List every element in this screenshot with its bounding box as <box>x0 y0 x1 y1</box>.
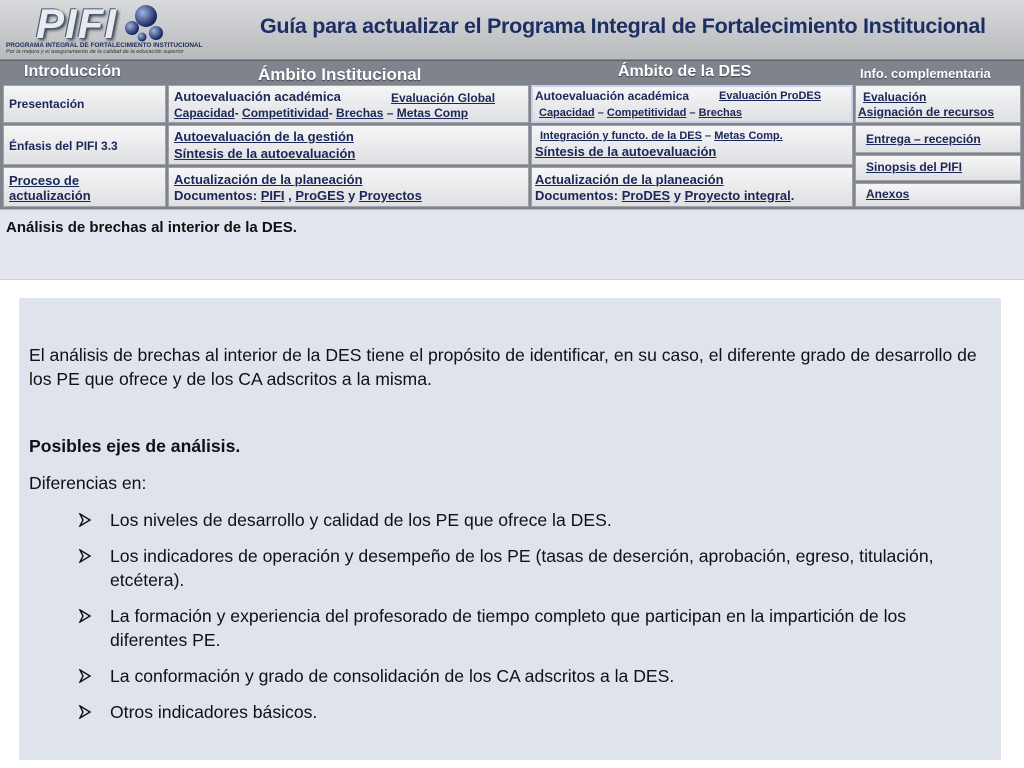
link-proges[interactable]: ProGES <box>295 188 345 203</box>
link-proyectos[interactable]: Proyectos <box>358 188 422 203</box>
cell-presentacion <box>3 85 166 123</box>
label-documentos: Documentos: <box>174 188 258 203</box>
header <box>0 0 1024 60</box>
label-des-autoevaluacion: Autoevaluación académica <box>535 89 690 103</box>
cell-inst-gestion <box>168 125 529 165</box>
link-evaluacion-global[interactable]: Evaluación Global <box>391 91 496 105</box>
list-item <box>78 544 988 592</box>
link-sintesis-autoevaluacion[interactable]: Síntesis de la autoevaluación <box>174 146 356 161</box>
link-des-metas-comp[interactable]: Metas Comp. <box>714 130 783 142</box>
link-evaluacion-prodes[interactable]: Evaluación ProDES <box>719 90 822 102</box>
link-integracion-des[interactable]: Integración y functo. de la DES <box>540 130 702 142</box>
cell-info-evaluacion <box>855 85 1021 123</box>
link-presentacion[interactable]: Presentación <box>9 97 85 111</box>
link-des-actualizacion-planeacion[interactable]: Actualización de la planeación <box>535 172 724 187</box>
link-enfasis-pifi[interactable]: Énfasis del PIFI 3.3 <box>9 139 118 153</box>
link-sinopsis-pifi[interactable]: Sinopsis del PIFI <box>866 160 963 174</box>
bullet-text: La conformación y grado de consolidación de los CA adscritos a la DES. <box>110 666 675 686</box>
cell-info-anexos <box>855 183 1021 207</box>
nav-head-ambito-des[interactable]: Ámbito de la DES <box>618 63 752 80</box>
bullet-text: Los niveles de desarrollo y calidad de los PE que ofrece la DES. <box>110 510 612 530</box>
link-des-competitividad[interactable]: Competitividad <box>606 107 687 119</box>
cell-des-planeacion <box>531 167 853 207</box>
arrow-bullet-icon <box>78 513 92 527</box>
label-autoevaluacion-academica: Autoevaluación académica <box>174 89 341 104</box>
bullet-text: Los indicadores de operación y desempeño de los PE (tasas de deserción, aprobación, egreso, titulación, etcétera). <box>110 546 934 590</box>
link-asignacion-recursos[interactable]: Asignación de recursos <box>858 105 995 119</box>
cell-info-sinopsis <box>855 155 1021 181</box>
cell-info-entrega <box>855 125 1021 153</box>
page-title: Guía para actualizar el Programa Integral de Fortalecimiento Institucional <box>260 14 986 38</box>
differences-label: Diferencias en: <box>29 473 147 493</box>
cell-inst-planeacion <box>168 167 529 207</box>
link-proceso-de[interactable]: Proceso de <box>9 173 80 188</box>
cell-des-integracion <box>531 125 853 165</box>
link-proyecto-integral[interactable]: Proyecto integral <box>684 188 791 203</box>
des-documentos-row: Documentos: ProDES y Proyecto integral. <box>535 188 795 203</box>
link-autoevaluacion-gestion[interactable]: Autoevaluación de la gestión <box>174 129 354 144</box>
arrow-bullet-icon <box>78 549 92 563</box>
bullet-list <box>78 508 988 736</box>
nav-head-ambito-institucional[interactable]: Ámbito Institucional <box>258 65 422 84</box>
cell-des-autoevaluacion <box>531 85 853 123</box>
des-links-row: Capacidad – Competitividad – Brechas <box>539 107 742 119</box>
arrow-bullet-icon <box>78 705 92 719</box>
list-item <box>78 700 988 724</box>
list-item <box>78 664 988 688</box>
link-anexos[interactable]: Anexos <box>866 187 910 201</box>
section-strip <box>0 209 1024 280</box>
nav-headers <box>0 61 1024 85</box>
des-integracion-row: Integración y functo. de la DES – Metas Comp. <box>540 130 783 142</box>
logo-word: PIFI <box>36 0 118 47</box>
pifi-logo <box>4 0 203 58</box>
list-item <box>78 604 988 652</box>
link-des-sintesis[interactable]: Síntesis de la autoevaluación <box>535 144 717 159</box>
cell-enfasis <box>3 125 166 165</box>
link-entrega-recepcion[interactable]: Entrega – recepción <box>866 132 981 146</box>
nav-head-info-complementaria[interactable]: Info. complementaria <box>860 66 991 81</box>
list-item <box>78 508 988 532</box>
label-des-y: y <box>673 188 681 203</box>
label-y: y <box>348 188 356 203</box>
bullet-text: La formación y experiencia del profesorado de tiempo completo que participan en la impartición de los diferentes PE. <box>110 606 907 650</box>
cell-inst-autoevaluacion <box>168 85 529 123</box>
logo-tagline: Por la mejora y el aseguramiento de la calidad de la educación superior <box>6 49 184 55</box>
analysis-heading: Posibles ejes de análisis. <box>29 436 241 456</box>
link-actualizacion[interactable]: actualización <box>9 188 91 203</box>
bullet-text: Otros indicadores básicos. <box>110 702 318 722</box>
link-des-capacidad[interactable]: Capacidad <box>539 107 595 119</box>
section-title: Análisis de brechas al interior de la DES. <box>6 219 297 236</box>
link-des-brechas[interactable]: Brechas <box>698 107 742 119</box>
navigation-grid <box>0 60 1024 209</box>
arrow-bullet-icon <box>78 609 92 623</box>
link-prodes[interactable]: ProDES <box>621 188 671 203</box>
link-pifi[interactable]: PIFI <box>260 188 285 203</box>
logo-caption: PROGRAMA INTEGRAL DE FORTALECIMIENTO INSTITUCIONAL <box>6 42 203 49</box>
intro-paragraph: El análisis de brechas al interior de la DES tiene el propósito de identificar, en su caso, el diferente grado de desarrollo de los PE que ofrece y de los CA adscritos a la misma. <box>29 345 977 389</box>
cell-proceso <box>3 167 166 207</box>
link-actualizacion-planeacion[interactable]: Actualización de la planeación <box>174 172 363 187</box>
link-competitividad[interactable]: Competitividad <box>242 106 329 120</box>
link-metas-comp[interactable]: Metas Comp <box>396 106 469 120</box>
arrow-bullet-icon <box>78 669 92 683</box>
label-des-documentos: Documentos: <box>535 188 619 203</box>
content-panel <box>19 298 1001 760</box>
link-brechas[interactable]: Brechas <box>336 106 384 120</box>
link-info-evaluacion[interactable]: Evaluación <box>863 90 927 104</box>
link-capacidad[interactable]: Capacidad <box>174 106 235 120</box>
inst-documentos-row: Documentos: PIFI , ProGES y Proyectos <box>174 188 422 203</box>
logo-dots-icon <box>122 4 168 42</box>
nav-head-introduccion[interactable]: Introducción <box>24 63 121 80</box>
inst-links-row: Capacidad- Competitividad- Brechas – Metas Comp <box>174 106 469 120</box>
